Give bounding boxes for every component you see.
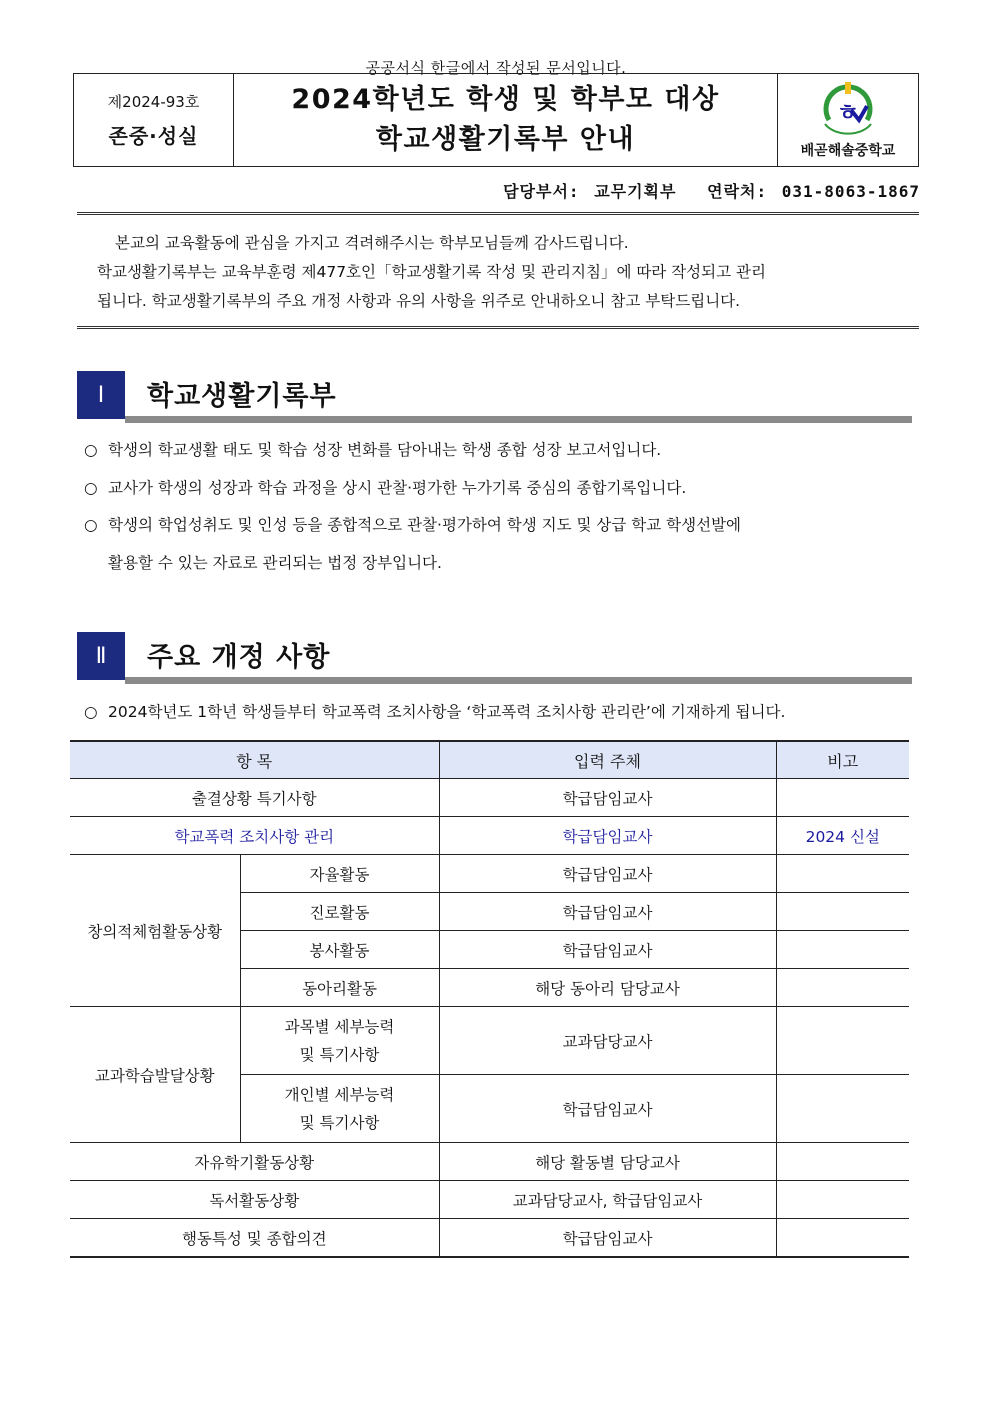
phone-number: 031-8063-1867: [781, 182, 920, 201]
section1-underline: [125, 416, 912, 423]
bullet-text: 2024학년도 1학년 학생들부터 학교폭력 조치사항을 ‘학교폭력 조치사항 관리란’에 기재하게 됩니다.: [108, 703, 786, 721]
section2-underline: [125, 677, 912, 684]
cell-note: [776, 893, 909, 931]
header-item: 항 목: [70, 741, 439, 779]
cell-sub: 진로활동: [240, 893, 439, 931]
table-row-highlight: [70, 817, 909, 855]
intro-line3: 됩니다. 학교생활기록부의 주요 개정 사항과 유의 사항을 위주로 안내하오니 참고 부탁드립니다.: [97, 292, 741, 310]
bullet-mark: ○: [84, 479, 98, 497]
cell-input: 학급담임교사: [439, 893, 776, 931]
cell-note: [776, 1075, 909, 1143]
cell-note: [776, 931, 909, 969]
dept-label: 담당부서:: [503, 182, 580, 201]
section1-heading: [77, 371, 912, 419]
cell-sub: [240, 1075, 439, 1143]
dept-name: 교무기획부: [594, 182, 677, 201]
cell-input: 학급담임교사: [439, 1219, 776, 1258]
cell-sub: 자율활동: [240, 855, 439, 893]
cell-note: [776, 1007, 909, 1075]
bullet-mark: ○: [84, 703, 98, 721]
cell-input: 학급담임교사: [439, 855, 776, 893]
cell-sub-line1: 개인별 세부능력: [284, 1085, 395, 1104]
cell-note: [776, 1181, 909, 1219]
cell-sub-line2: 및 특기사항: [299, 1113, 380, 1132]
section1-bullet-3: [84, 507, 741, 544]
cell-item: 자유학기활동상황: [70, 1143, 439, 1181]
section1-bullet-3-cont: 활용할 수 있는 자료로 관리되는 법정 장부입니다.: [108, 554, 442, 572]
school-motto: 존중·성실: [108, 124, 199, 148]
cell-item: 행동특성 및 종합의견: [70, 1219, 439, 1258]
table-row: [70, 1007, 909, 1075]
cell-input: 학급담임교사: [439, 779, 776, 817]
cell-note: 2024 신설: [776, 817, 909, 855]
cell-input: 학급담임교사: [439, 931, 776, 969]
intro-line2: 학교생활기록부는 교육부훈령 제477호인「학교생활기록 작성 및 관리지침」에 따라 작성되고 관리: [97, 263, 766, 281]
bullet-mark: ○: [84, 441, 98, 459]
cell-sub-line2: 및 특기사항: [299, 1045, 380, 1064]
cell-item: 출결상황 특기사항: [70, 779, 439, 817]
section2-numeral: Ⅱ: [77, 632, 125, 680]
table-row: [70, 1219, 909, 1258]
doc-title-line2: 학교생활기록부 안내: [375, 124, 636, 155]
school-name: 배곧해솔중학교: [800, 143, 896, 159]
cell-input: 학급담임교사: [439, 1075, 776, 1143]
cell-item: 독서활동상황: [70, 1181, 439, 1219]
cell-input: 해당 활동별 담당교사: [439, 1143, 776, 1181]
top-note: 공공서식 한글에서 작성된 문서입니다.: [365, 59, 627, 77]
bullet-text: 학생의 학업성취도 및 인성 등을 종합적으로 관찰·평가하여 학생 지도 및 상급 학교 학생선발에: [108, 516, 742, 534]
bullet-mark: ○: [84, 516, 98, 534]
table-row: [70, 1143, 909, 1181]
revision-table: [70, 740, 909, 1258]
intro-box: [77, 212, 919, 329]
cell-note: [776, 1219, 909, 1258]
header-left-cell: [74, 74, 234, 166]
table-row: [70, 855, 909, 893]
doc-number: 제2024-93호: [107, 93, 200, 111]
cell-sub: 동아리활동: [240, 969, 439, 1007]
school-logo-icon: [815, 80, 881, 138]
table-header-row: [70, 741, 909, 779]
cell-item: 학교폭력 조치사항 관리: [70, 817, 439, 855]
cell-sub-line1: 과목별 세부능력: [284, 1017, 395, 1036]
section2-heading: [77, 632, 912, 680]
section1-bullet-1: [84, 432, 661, 469]
section1-title: 학교생활기록부: [147, 381, 337, 412]
contact-line: [499, 179, 920, 202]
header-title-cell: [234, 74, 777, 166]
cell-note: [776, 855, 909, 893]
section2-bullet: [84, 694, 785, 731]
cell-group: 창의적체험활동상황: [70, 855, 240, 1007]
cell-group: 교과학습발달상황: [70, 1007, 240, 1143]
cell-sub: 봉사활동: [240, 931, 439, 969]
section2-title: 주요 개정 사항: [147, 642, 331, 673]
table-row: [70, 779, 909, 817]
section1-numeral: Ⅰ: [77, 371, 125, 419]
intro-line1: 본교의 교육활동에 관심을 가지고 격려해주시는 학부모님들께 감사드립니다.: [115, 234, 629, 252]
bullet-text: 학생의 학교생활 태도 및 학습 성장 변화를 담아내는 학생 종합 성장 보고서입니다.: [108, 441, 662, 459]
cell-input: 교과담당교사: [439, 1007, 776, 1075]
svg-text:ㅎ: ㅎ: [837, 101, 859, 126]
cell-input: 교과담당교사, 학급담임교사: [439, 1181, 776, 1219]
cell-input: 학급담임교사: [439, 817, 776, 855]
header-note: 비고: [776, 741, 909, 779]
section1-bullet-2: [84, 470, 686, 507]
header-input: 입력 주체: [439, 741, 776, 779]
cell-note: [776, 779, 909, 817]
cell-note: [776, 1143, 909, 1181]
table-row: [70, 1181, 909, 1219]
cell-note: [776, 969, 909, 1007]
cell-sub: [240, 1007, 439, 1075]
doc-title-line1: 2024학년도 학생 및 학부모 대상: [291, 84, 720, 115]
bullet-text: 교사가 학생의 성장과 학습 과정을 상시 관찰·평가한 누가기록 중심의 종합기록입니다.: [108, 479, 687, 497]
document-header: [73, 73, 919, 167]
phone-label: 연락처:: [707, 182, 768, 201]
cell-input: 해당 동아리 담당교사: [439, 969, 776, 1007]
header-logo-cell: [777, 74, 918, 166]
